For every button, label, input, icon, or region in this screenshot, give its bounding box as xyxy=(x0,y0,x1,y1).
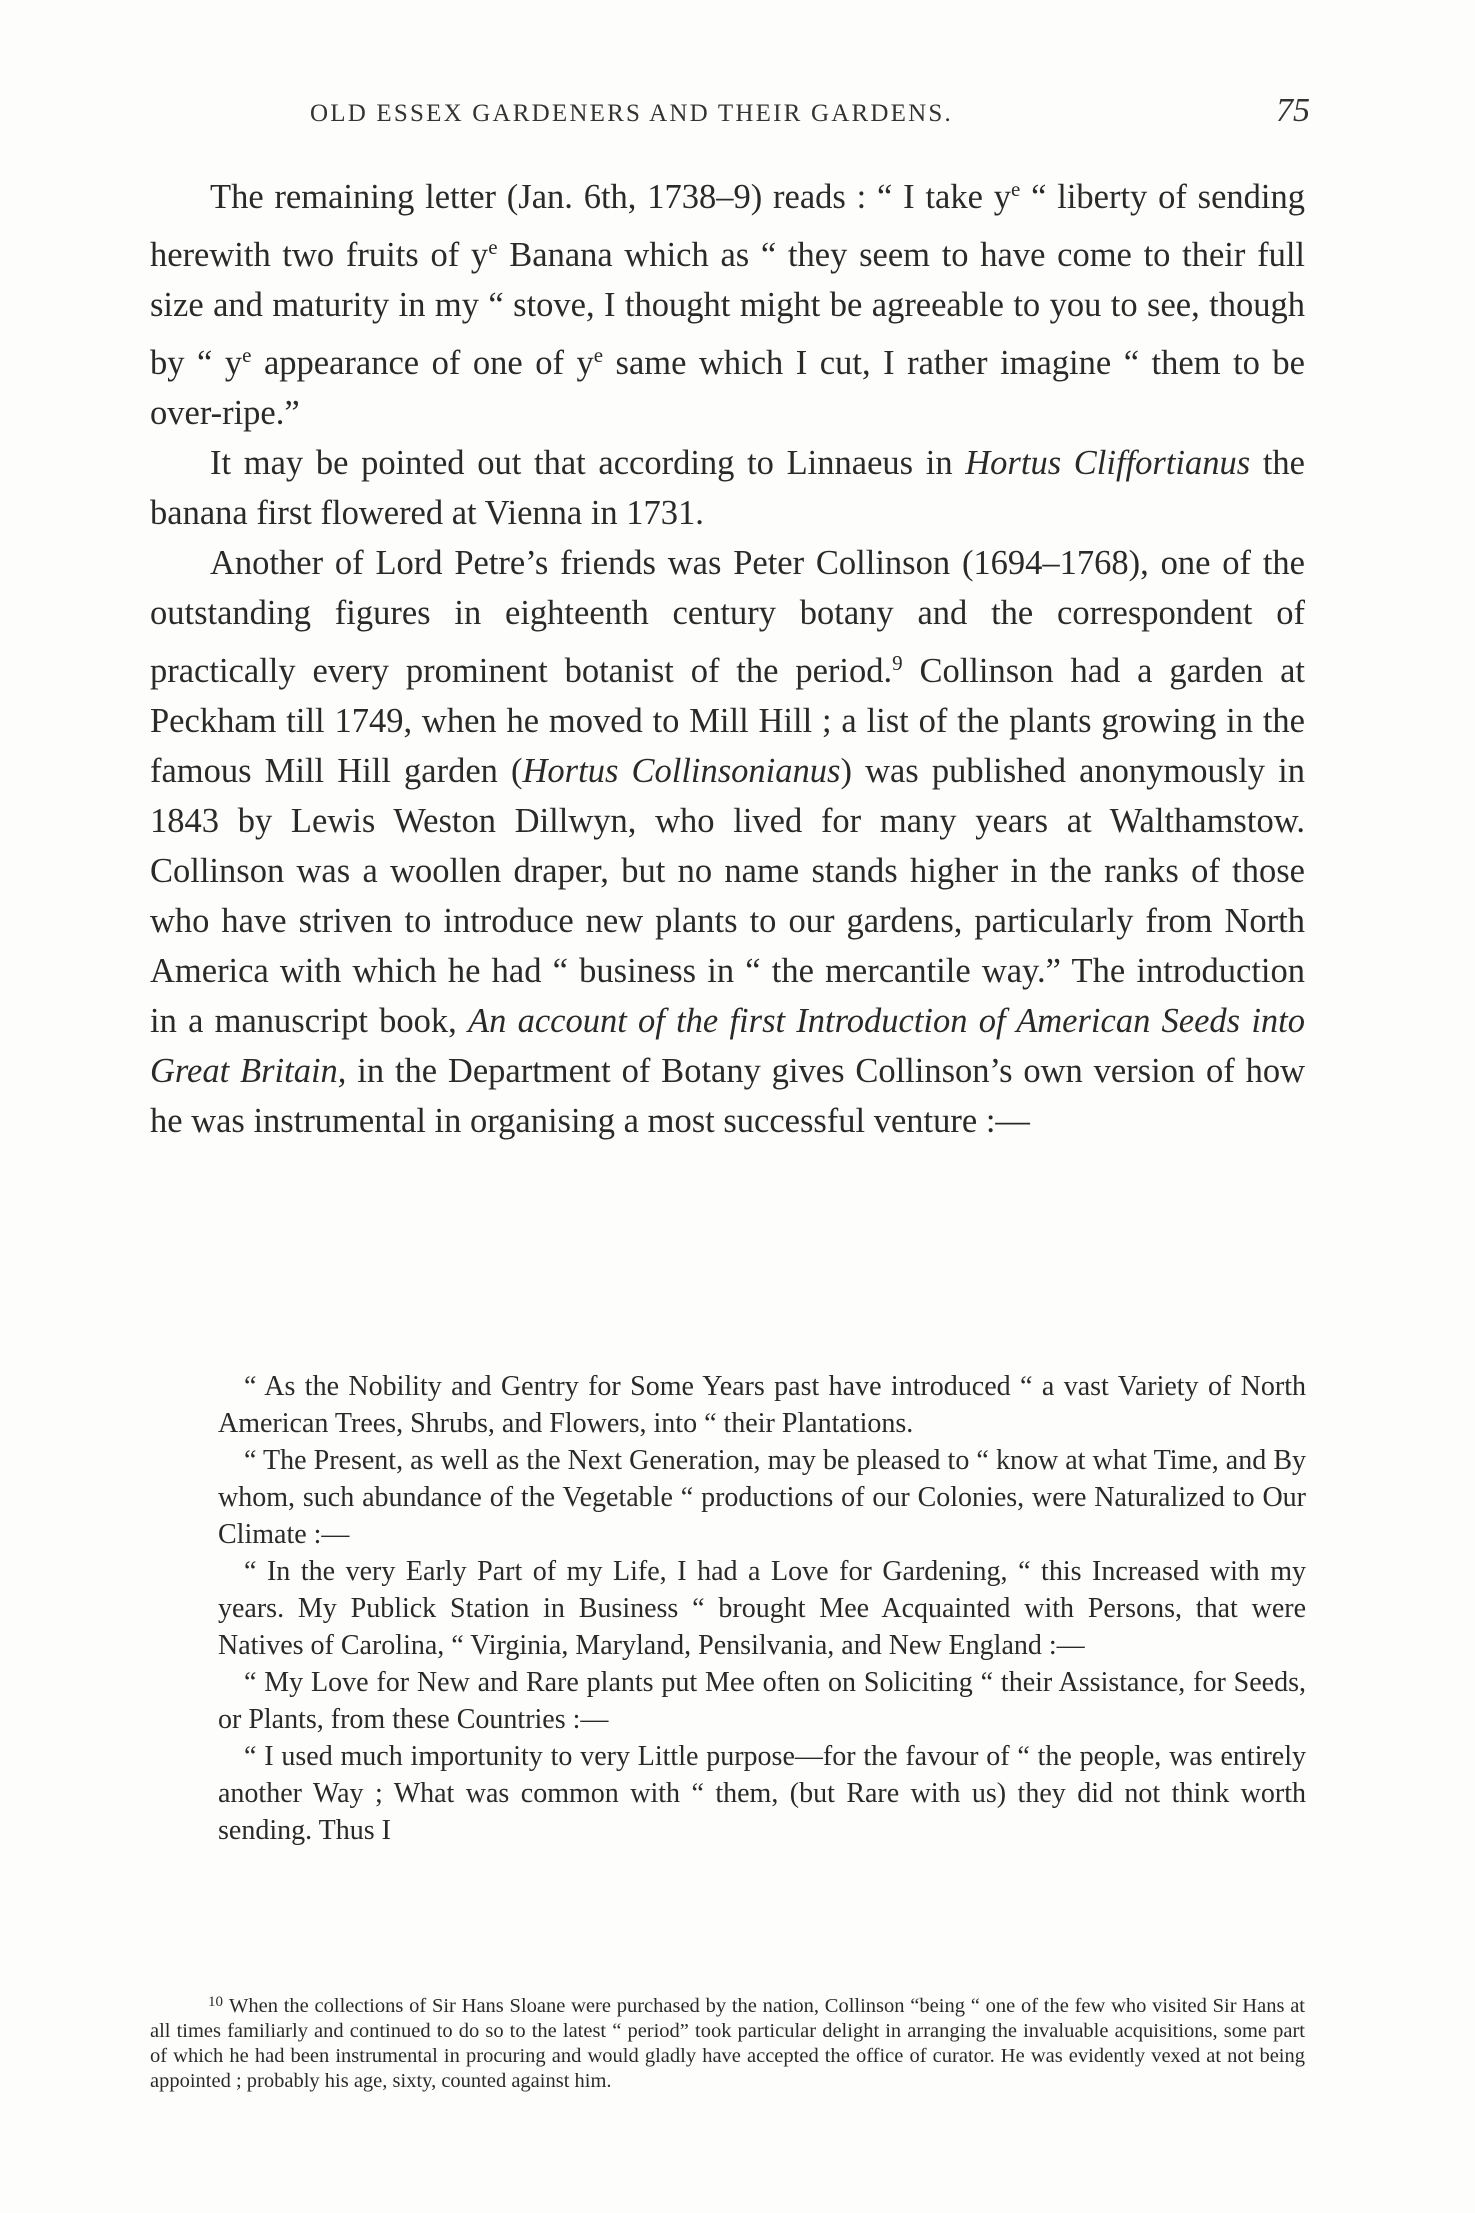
italic-title: Hortus Cliffortianus xyxy=(965,444,1251,482)
text-run: It may be pointed out that according to Linnaeus in xyxy=(210,444,966,482)
italic-title: An account of the first Introduction of American Seeds into Great Britain, xyxy=(150,1002,1306,1090)
text-run: ) was published anonymously in 1843 by Lewis Weston Dillwyn, who lived for many years at Walthamstow. Collinson was a woollen draper, but no name stands higher in the ranks of those who have striven to introduce new plants to our gardens, particularly from North America with which he had “ business in “ the mercantile way.” The introduction in a manuscript book, xyxy=(150,752,1305,1040)
italic-title: Hortus Collinsonianus xyxy=(522,752,841,790)
superscript: e xyxy=(488,235,498,259)
quotation-paragraph: “ The Present, as well as the Next Generation, may be pleased to “ know at what Time, and By whom, such abundance of the Vegetable “ productions of our Colonies, were Naturalized to Our Climate :— xyxy=(218,1445,1306,1550)
footnote-number: 10 xyxy=(208,1994,223,2010)
text-run: “ liberty of sending herewith two fruits of y xyxy=(150,178,1305,274)
block-quotation xyxy=(218,1368,1306,1849)
quotation-paragraph: “ As the Nobility and Gentry for Some Years past have introduced “ a vast Variety of North American Trees, Shrubs, and Flowers, into “ their Plantations. xyxy=(218,1371,1306,1439)
paragraph-banana-letter xyxy=(150,164,1305,438)
footnote-reference: 9 xyxy=(892,651,903,675)
quotation-paragraph: “ In the very Early Part of my Life, I had a Love for Gardening, “ this Increased with my years. My Publick Station in Business “ brought Mee Acquainted with Persons, that were Natives of Carolina, “ Virginia, Maryland, Pensilvania, and New England :— xyxy=(218,1556,1306,1661)
running-title: OLD ESSEX GARDENERS AND THEIR GARDENS. xyxy=(310,100,953,127)
text-run: same which I cut, I rather imagine “ them to be over-ripe.” xyxy=(150,344,1305,432)
text-run: The remaining letter (Jan. 6th, 1738–9) reads : “ I take y xyxy=(210,178,1011,216)
paragraph-linnaeus xyxy=(150,438,1305,538)
text-run: appearance of one of y xyxy=(251,344,594,382)
superscript: e xyxy=(593,343,604,367)
text-run: in the Department of Botany gives Collinson’s own version of how he was instrumental in organising a most successful venture :— xyxy=(150,1052,1306,1140)
text-run: the banana first flowered at Vienna in 1731. xyxy=(150,444,1305,532)
main-text xyxy=(150,164,1305,1146)
quotation-paragraph: “ I used much importunity to very Little purpose—for the favour of “ the people, was entirely another Way ; What was common with “ them, (but Rare with us) they did not think worth sending. Thus I xyxy=(218,1741,1306,1846)
running-head xyxy=(150,92,1310,136)
footnote-text: When the collections of Sir Hans Sloane were purchased by the nation, Collinson “being “ one of the few who visited Sir Hans at all times familiarly and continued to do so to the latest “ period” took particular delight in arranging the invaluable acquisitions, some part of which he had been instrumental in procuring and would gladly have accepted the office of curator. He was evidently vexed at not being appointed ; probably his age, sixty, counted against him. xyxy=(150,1995,1305,2092)
text-run: Banana which as “ they seem to have come to their full size and maturity in my “ stove, I thought might be agreeable to you to see, though by “ y xyxy=(150,236,1305,382)
paragraph-collinson xyxy=(150,538,1305,1146)
page-number: 75 xyxy=(1276,92,1310,129)
footnote xyxy=(150,1990,1305,2094)
superscript: e xyxy=(1010,177,1021,201)
text-run: Collinson had a garden at Peckham till 1749, when he moved to Mill Hill ; a list of the plants growing in the famous Mill Hill garden ( xyxy=(150,652,1305,790)
text-run: Another of Lord Petre’s friends was Peter Collinson (1694–1768), one of the outstanding figures in eighteenth century botany and the correspondent of practically every prominent botanist of the period. xyxy=(150,544,1305,690)
quotation-paragraph: “ My Love for New and Rare plants put Mee often on Soliciting “ their Assistance, for Seeds, or Plants, from these Countries :— xyxy=(218,1667,1306,1735)
superscript: e xyxy=(242,343,252,367)
